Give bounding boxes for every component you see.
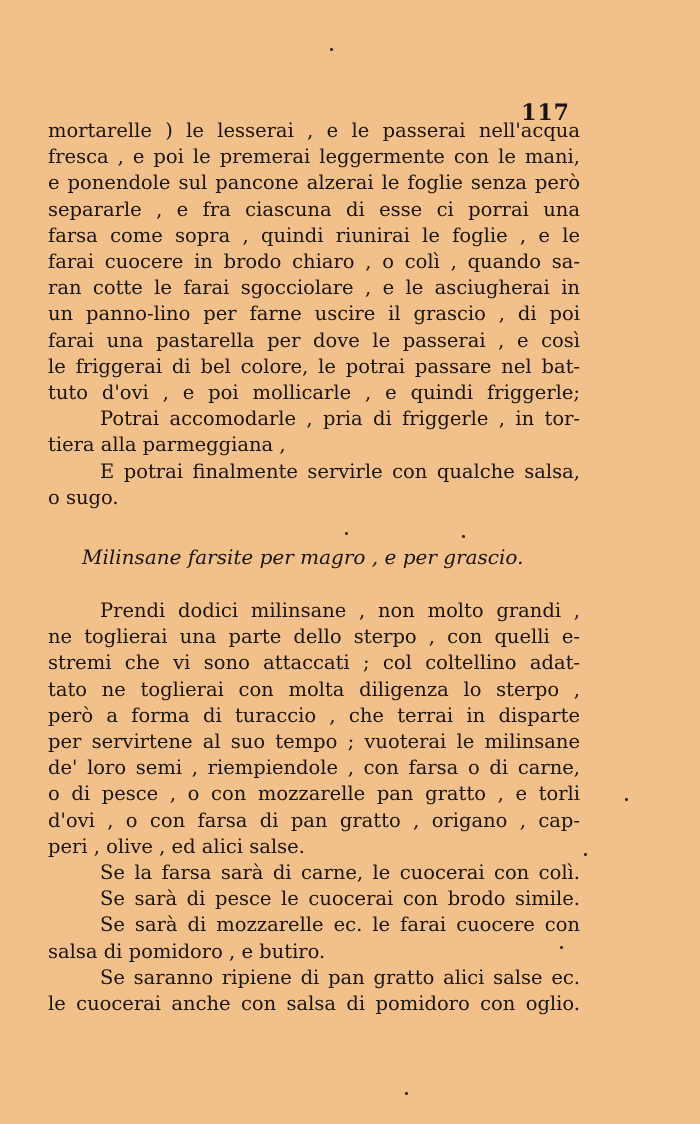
text-line: E potrai finalmente servirle con qualche salsa,	[100, 459, 580, 483]
text-line: Se la farsa sarà di carne, le cuocerai con colì.	[100, 861, 580, 885]
print-speck	[330, 48, 333, 51]
text-line: le cuocerai anche con salsa di pomidoro con oglio.	[48, 992, 580, 1016]
recipe-continuation-text	[48, 118, 580, 511]
text-line: per servirtene al suo tempo ; vuoterai le milinsane	[48, 730, 580, 754]
text-line: ran cotte le farai sgocciolare , e le asciugherai in	[48, 276, 580, 300]
text-line: farai cuocere in brodo chiaro , o colì , quando sa-	[48, 250, 580, 274]
text-line: ne toglierai una parte dello sterpo , con quelli e-	[48, 625, 580, 649]
text-line: farsa come sopra , quindi riunirai le foglie , e le	[48, 223, 580, 247]
text-line: un panno-lino per farne uscire il grascio , di poi	[48, 302, 580, 326]
text-line: peri , olive , ed alici salse.	[48, 834, 305, 858]
text-line: o di pesce , o con mozzarelle pan gratto , e torli	[48, 782, 580, 806]
text-line: fresca , e poi le premerai leggermente con le mani,	[48, 145, 580, 169]
text-line: tuto d'ovi , e poi mollicarle , e quindi friggerle;	[48, 381, 580, 405]
text-line: tiera alla parmeggiana ,	[48, 433, 286, 457]
text-line: de' loro semi , riempiendole , con farsa o di carne,	[48, 756, 580, 780]
text-line: le friggerai di bel colore, le potrai passare nel bat-	[48, 354, 580, 378]
recipe-heading: Milinsane farsite per magro , e per grascio.	[82, 545, 524, 569]
text-line: Se sarà di mozzarelle ec. le farai cuocere con	[100, 913, 580, 937]
print-speck	[345, 532, 348, 535]
print-speck	[462, 535, 465, 538]
text-line: però a forma di turaccio , che terrai in disparte	[48, 703, 580, 727]
text-line: stremi che vi sono attaccati ; col coltellino adat-	[48, 651, 580, 675]
text-line: Potrai accomodarle , pria di friggerle , in tor-	[100, 407, 580, 431]
text-line: tato ne toglierai con molta diligenza lo sterpo ,	[48, 677, 580, 701]
recipe-text	[48, 598, 580, 1017]
text-line: farai una pastarella per dove le passerai , e così	[48, 328, 580, 352]
print-speck	[405, 1092, 408, 1095]
text-line: o sugo.	[48, 485, 119, 509]
text-line: separarle , e fra ciascuna di esse ci porrai una	[48, 197, 580, 221]
text-line: Se sarà di pesce le cuocerai con brodo simile.	[100, 887, 580, 911]
text-line: d'ovi , o con farsa di pan gratto , origano , cap-	[48, 808, 580, 832]
text-line: salsa di pomidoro , e butiro.	[48, 939, 326, 963]
print-speck	[560, 946, 563, 949]
text-line: e ponendole sul pancone alzerai le foglie senza però	[48, 171, 580, 195]
text-line: Se saranno ripiene di pan gratto alici salse ec.	[100, 965, 580, 989]
text-line: mortarelle ) le lesserai , e le passerai nell'acqua	[48, 119, 580, 142]
text-line: Prendi dodici milinsane , non molto grandi ,	[100, 599, 580, 622]
print-speck	[625, 798, 628, 801]
print-speck	[584, 853, 587, 856]
page-number: 117	[521, 100, 570, 126]
